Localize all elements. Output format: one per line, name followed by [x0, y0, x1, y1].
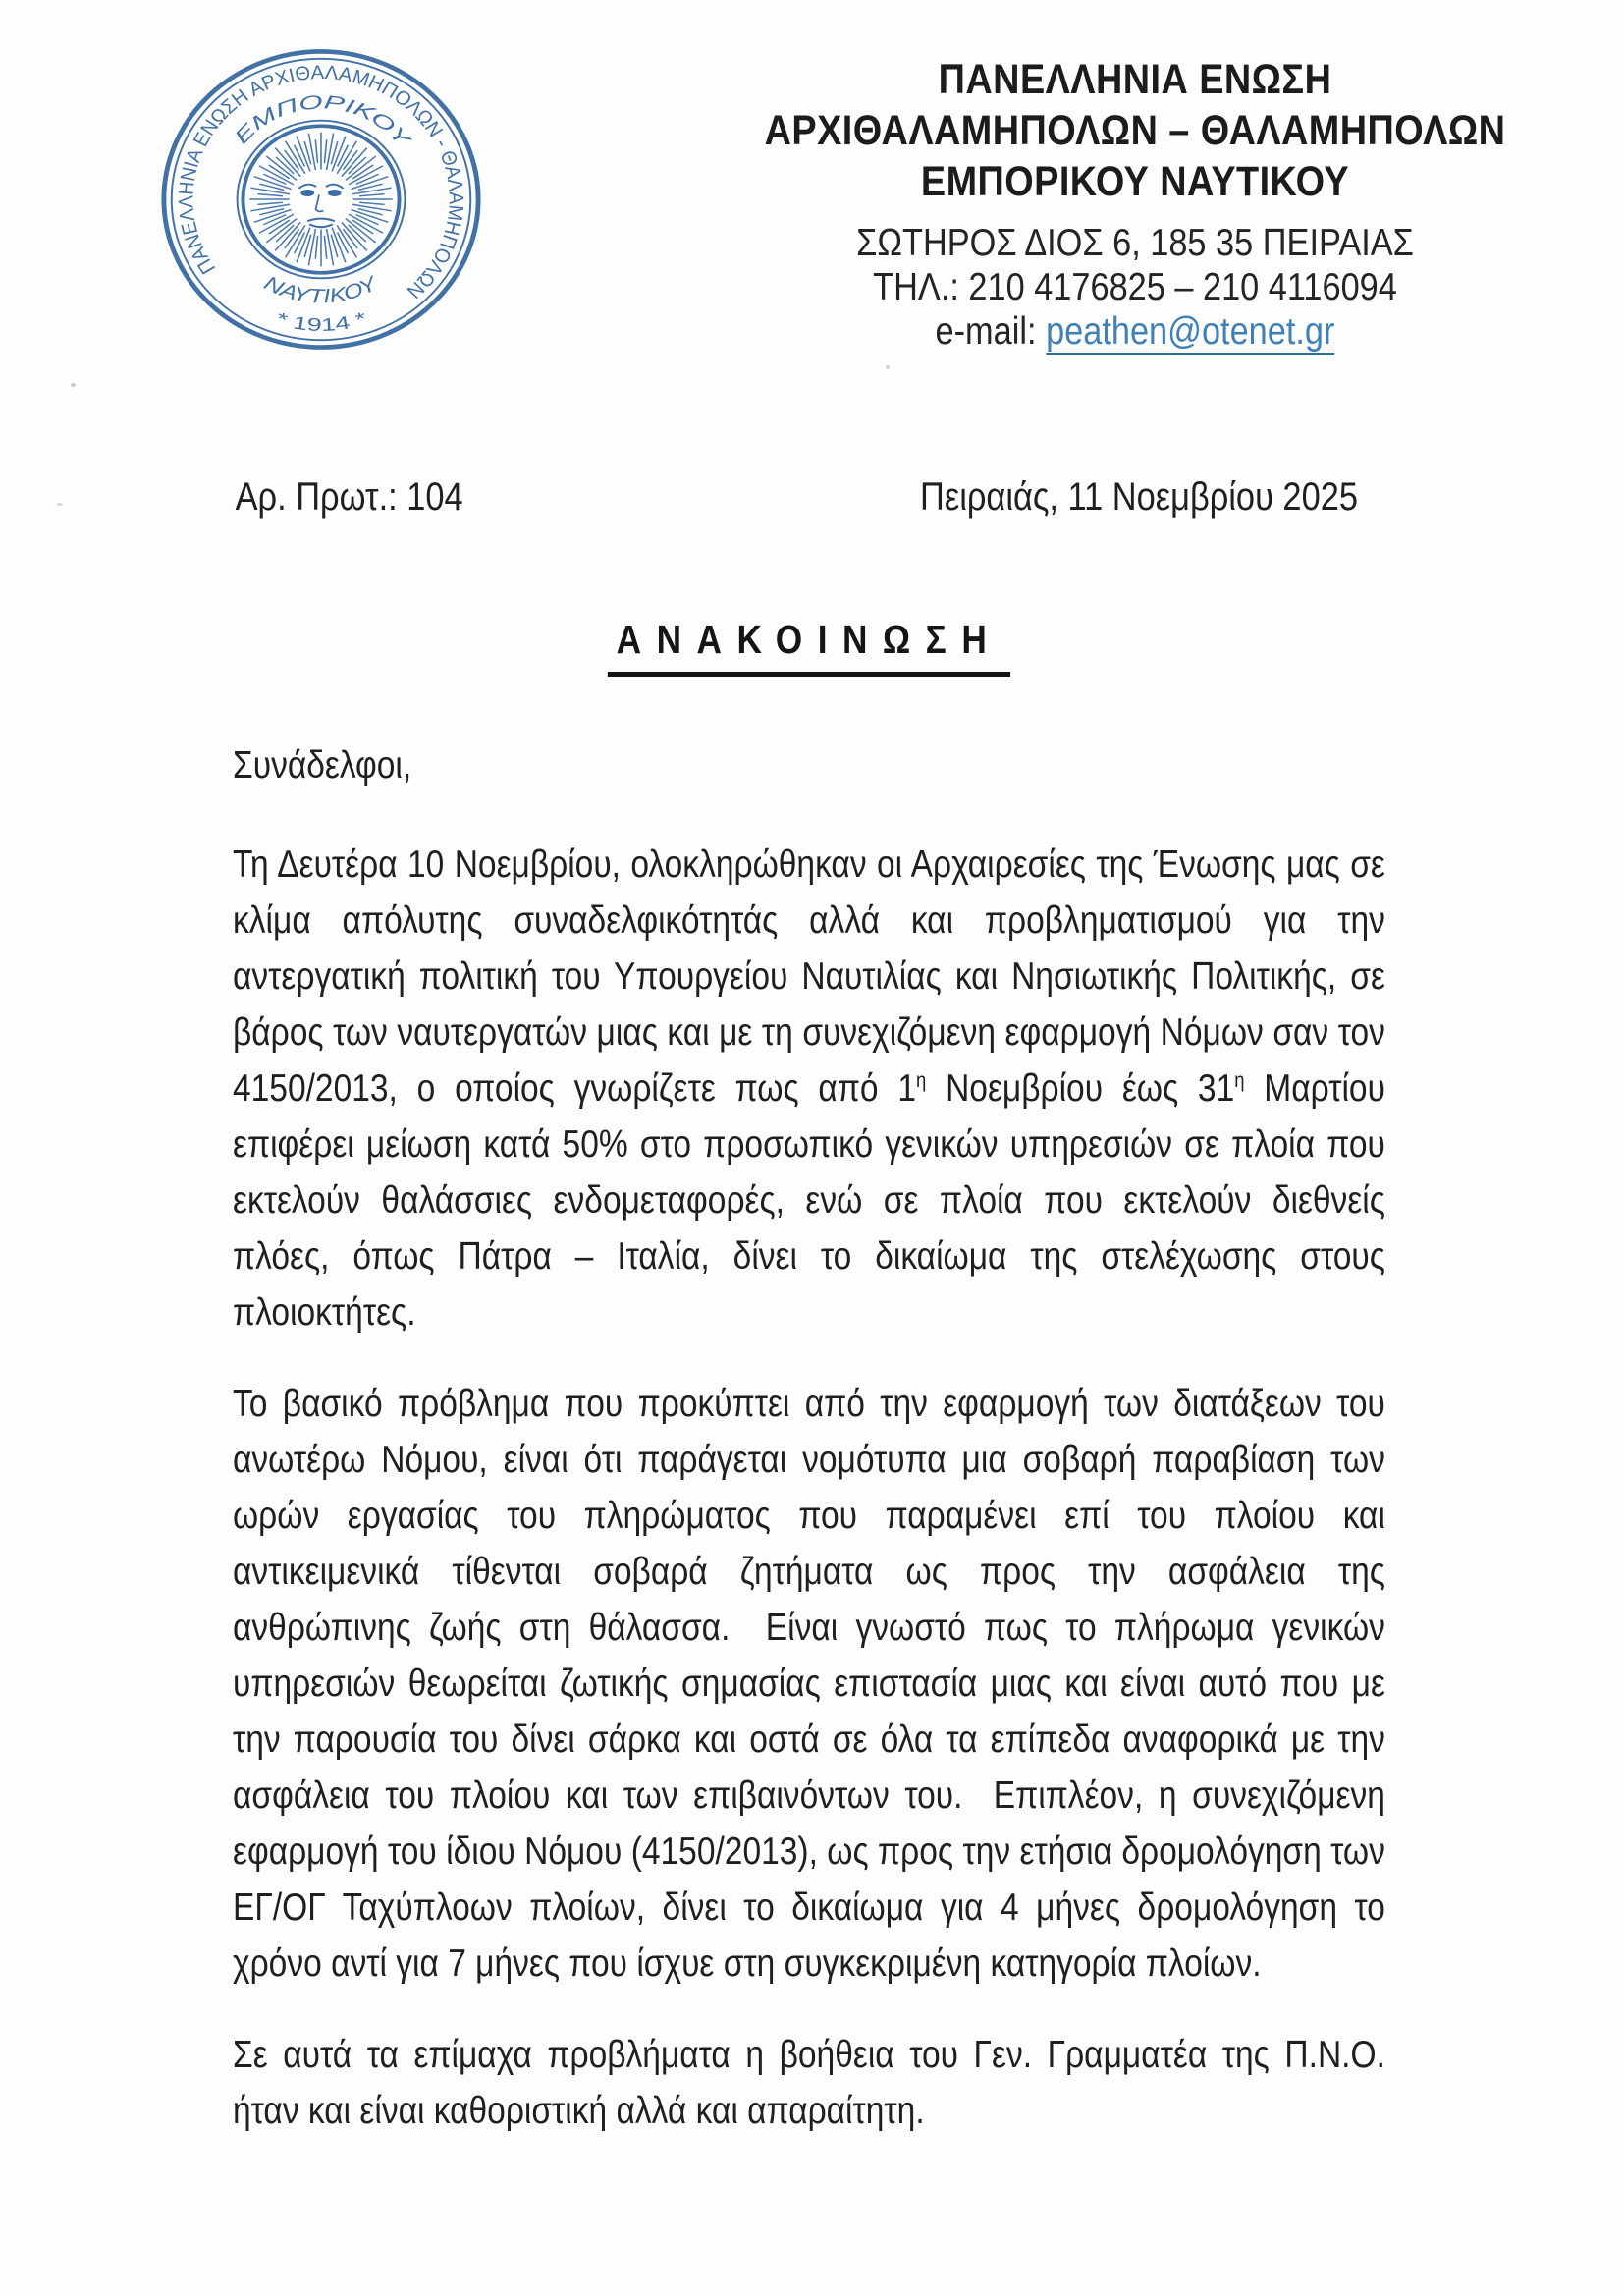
protocol-number: Αρ. Πρωτ.: 104: [235, 475, 463, 519]
letter-content: [233, 469, 1385, 2174]
union-seal: [157, 45, 485, 354]
dateline: Πειραιάς, 11 Νοεμβρίου 2025: [920, 475, 1358, 519]
scan-speck: [886, 365, 890, 369]
org-address: ΣΩΤΗΡΟΣ ΔΙΟΣ 6, 185 35 ΠΕΙΡΑΙΑΣ: [856, 222, 1414, 264]
email-link[interactable]: peathen@otenet.gr: [1046, 310, 1334, 355]
svg-text:ΝΑΥΤΙΚΟΥ: [260, 272, 383, 308]
scan-speck: [57, 503, 63, 506]
seal-top-text: ΕΜΠΟΡΙΚΟΥ: [230, 91, 409, 149]
svg-text:* 1914 *: [274, 308, 370, 336]
salutation: Συνάδελφοι,: [233, 744, 412, 787]
org-name-line: ΠΑΝΕΛΛΗΝΙΑ ΕΝΩΣΗ: [938, 56, 1332, 103]
body-paragraph: Σε αυτά τα επίμαχα προβλήματα η βοήθεια του Γεν. Γραμματέα της Π.Ν.Ο. ήταν και είναι καθοριστική αλλά και απαραίτητη.: [233, 2034, 1385, 2132]
seal-ring-text: ΠΑΝΕΛΛΗΝΙΑ ΕΝΩΣΗ ΑΡΧΙΘΑΛΑΜΗΠΟΛΩΝ - ΘΑΛΑΜΗΠΟΛΩΝ: [174, 61, 468, 303]
org-name-line: ΑΡΧΙΘΑΛΑΜΗΠΟΛΩΝ – ΘΑΛΑΜΗΠΟΛΩΝ: [764, 107, 1506, 154]
email-label: e-mail:: [935, 310, 1037, 353]
seal-year-text: * 1914 *: [273, 308, 367, 336]
org-phone: ΤΗΛ.: 210 4176825 – 210 4116094: [873, 266, 1397, 308]
org-name-line: ΕΜΠΟΡΙΚΟΥ ΝΑΥΤΙΚΟΥ: [920, 158, 1350, 205]
seal-bottom-text: ΝΑΥΤΙΚΟΥ: [260, 272, 379, 308]
sun-rays-icon: [249, 133, 392, 267]
title-row: [233, 617, 1385, 677]
letterhead: [741, 54, 1530, 354]
letter-title: ΑΝΑΚΟΙΝΩΣΗ: [608, 617, 1010, 677]
meta-row: [233, 469, 1385, 525]
body-paragraph: Τη Δευτέρα 10 Νοεμβρίου, ολοκληρώθηκαν οι Αρχαιρεσίες της Ένωσης μας σε κλίμα απόλυτης συναδελφικότητάς αλλά και προβληματισμού για την αντεργατική πολιτική του Υπουργείου Ναυτιλίας και Νησιωτικής Πολιτικής, σε βάρος των ναυτεργατών μιας και με τη συνεχιζόμενη εφαρμογή Νόμων σαν τον 4150/2013, ο οποίος γνωρίζετε πως από $1^\eta$ Νοεμβρίου έως $31^\eta$ Μαρτίου επιφέρει μείωση κατά 50% στο προσωπικό γενικών υπηρεσιών σε πλοία που εκτελούν θαλάσσιες ενδομεταφορές, ενώ σε πλοία που εκτελούν διεθνείς πλόες, όπως Πάτρα – Ιταλία, δίνει το δικαίωμα της στελέχωσης στους πλοιοκτήτες.: [233, 844, 1385, 1334]
letter-body: [233, 837, 1385, 2139]
body-paragraph: Το βασικό πρόβλημα που προκύπτει από την εφαρμογή των διατάξεων του ανωτέρω Νόμου, είναι ότι παράγεται νομότυπα μια σοβαρή παραβίαση των ωρών εργασίας του πληρώματος που παραμένει επί του πλοίου και αντικειμενικά τίθενται σοβαρά ζητήματα ως προς την ασφάλεια της ανθρώπινης ζωής στη θάλασσα. Είναι γνωστό πως το πλήρωμα γενικών υπηρεσιών θεωρείται ζωτικής σημασίας επιστασία μιας και είναι αυτό που με την παρουσία του δίνει σάρκα και οστά σε όλα τα επίπεδα αναφορικά με την ασφάλεια του πλοίου και των επιβαινόντων του. Επιπλέον, η συνεχιζόμενη εφαρμογή του ίδιου Νόμου (4150/2013), ως προς την ετήσια δρομολόγηση των ΕΓ/ΟΓ Ταχύπλοων πλοίων, δίνει το δικαίωμα για 4 μήνες δρομολόγηση το χρόνο αντί για 7 μήνες που ίσχυε στη συγκεκριμένη κατηγορία πλοίων.: [233, 1383, 1385, 1985]
org-email-row: [741, 309, 1530, 354]
sun-face-icon: [298, 185, 343, 227]
scan-speck: [71, 383, 76, 387]
